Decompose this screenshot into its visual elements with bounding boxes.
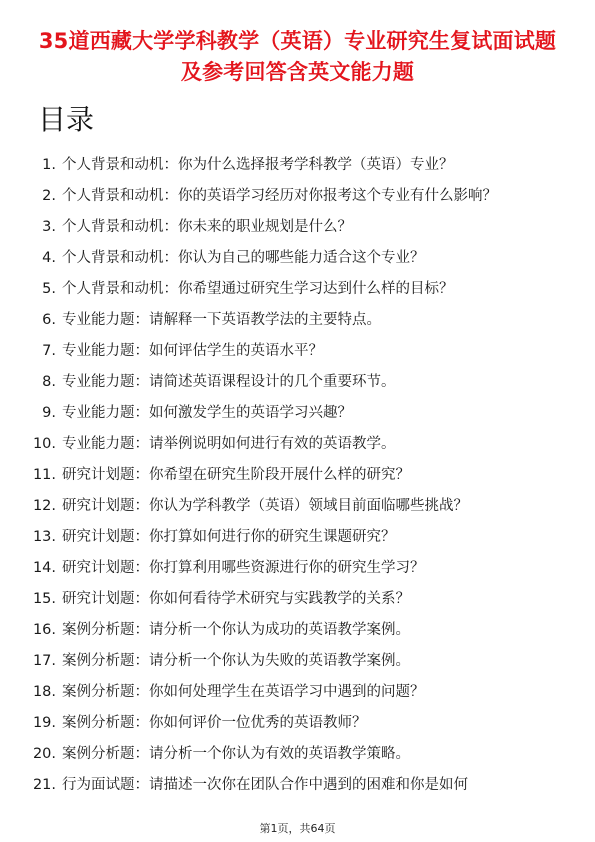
toc-item-number: 19. [32, 715, 56, 731]
table-of-contents [30, 154, 550, 805]
toc-item-number: 7. [42, 343, 56, 359]
toc-item[interactable] [30, 216, 550, 238]
toc-item-text: 个人背景和动机：你认为自己的哪些能力适合这个专业？ [62, 250, 425, 266]
toc-item[interactable] [30, 588, 550, 610]
toc-item-number: 15. [32, 591, 56, 607]
toc-item-number: 13. [32, 529, 56, 545]
toc-item-number: 18. [32, 684, 56, 700]
toc-item[interactable] [30, 774, 550, 796]
toc-item-text: 研究计划题：你如何看待学术研究与实践教学的关系？ [62, 591, 410, 607]
toc-item[interactable] [30, 309, 550, 331]
toc-item-text: 个人背景和动机：你为什么选择报考学科教学（英语）专业？ [62, 157, 454, 173]
toc-heading: 目录 [38, 103, 95, 136]
toc-item-text: 专业能力题：如何激发学生的英语学习兴趣？ [62, 405, 352, 421]
toc-item-text: 研究计划题：你认为学科教学（英语）领域目前面临哪些挑战？ [62, 498, 468, 514]
toc-item[interactable] [30, 185, 550, 207]
toc-item-text: 案例分析题：请分析一个你认为有效的英语教学策略。 [62, 746, 410, 762]
toc-item-text: 研究计划题：你打算如何进行你的研究生课题研究？ [62, 529, 396, 545]
toc-item-number: 3. [42, 219, 56, 235]
toc-item-number: 10. [32, 436, 56, 452]
toc-item-text: 研究计划题：你希望在研究生阶段开展什么样的研究？ [62, 467, 410, 483]
toc-item-text: 个人背景和动机：你希望通过研究生学习达到什么样的目标？ [62, 281, 454, 297]
toc-item-text: 案例分析题：你如何处理学生在英语学习中遇到的问题？ [62, 684, 425, 700]
page-footer: 第1页，共64页 [259, 822, 336, 835]
toc-item-number: 17. [32, 653, 56, 669]
toc-item-text: 专业能力题：请举例说明如何进行有效的英语教学。 [62, 436, 396, 452]
toc-item-number: 6. [42, 312, 56, 328]
toc-item[interactable] [30, 619, 550, 641]
toc-item-number: 4. [42, 250, 56, 266]
toc-item-text: 行为面试题：请描述一次你在团队合作中遇到的困难和你是如何 [62, 777, 468, 793]
toc-item[interactable] [30, 495, 550, 517]
toc-item-number: 9. [42, 405, 56, 421]
toc-item[interactable] [30, 526, 550, 548]
toc-item[interactable] [30, 340, 550, 362]
toc-item[interactable] [30, 247, 550, 269]
toc-item[interactable] [30, 371, 550, 393]
toc-item-text: 专业能力题：如何评估学生的英语水平？ [62, 343, 323, 359]
toc-item-text: 个人背景和动机：你未来的职业规划是什么？ [62, 219, 352, 235]
toc-item-number: 16. [32, 622, 56, 638]
toc-item-text: 专业能力题：请解释一下英语教学法的主要特点。 [62, 312, 381, 328]
toc-item-text: 专业能力题：请简述英语课程设计的几个重要环节。 [62, 374, 396, 390]
toc-item-number: 14. [32, 560, 56, 576]
toc-item-text: 研究计划题：你打算利用哪些资源进行你的研究生学习？ [62, 560, 425, 576]
toc-item[interactable] [30, 743, 550, 765]
toc-item-text: 个人背景和动机：你的英语学习经历对你报考这个专业有什么影响？ [62, 188, 497, 204]
toc-item-number: 2. [42, 188, 56, 204]
toc-item-number: 20. [32, 746, 56, 762]
toc-item[interactable] [30, 278, 550, 300]
toc-item[interactable] [30, 433, 550, 455]
toc-item[interactable] [30, 650, 550, 672]
toc-item-number: 1. [42, 157, 56, 173]
toc-item[interactable] [30, 712, 550, 734]
toc-item-number: 21. [32, 777, 56, 793]
toc-item[interactable] [30, 402, 550, 424]
toc-item-text: 案例分析题：请分析一个你认为失败的英语教学案例。 [62, 653, 410, 669]
toc-item-text: 案例分析题：你如何评价一位优秀的英语教师？ [62, 715, 367, 731]
toc-item-number: 12. [32, 498, 56, 514]
toc-item-number: 8. [42, 374, 56, 390]
toc-item-number: 5. [42, 281, 56, 297]
toc-item[interactable] [30, 557, 550, 579]
toc-item[interactable] [30, 681, 550, 703]
toc-item-number: 11. [32, 467, 56, 483]
toc-item[interactable] [30, 464, 550, 486]
document-title: 35道西藏大学学科教学（英语）专业研究生复试面试题及参考回答含英文能力题 [38, 29, 557, 84]
toc-item-text: 案例分析题：请分析一个你认为成功的英语教学案例。 [62, 622, 410, 638]
toc-item[interactable] [30, 154, 550, 176]
